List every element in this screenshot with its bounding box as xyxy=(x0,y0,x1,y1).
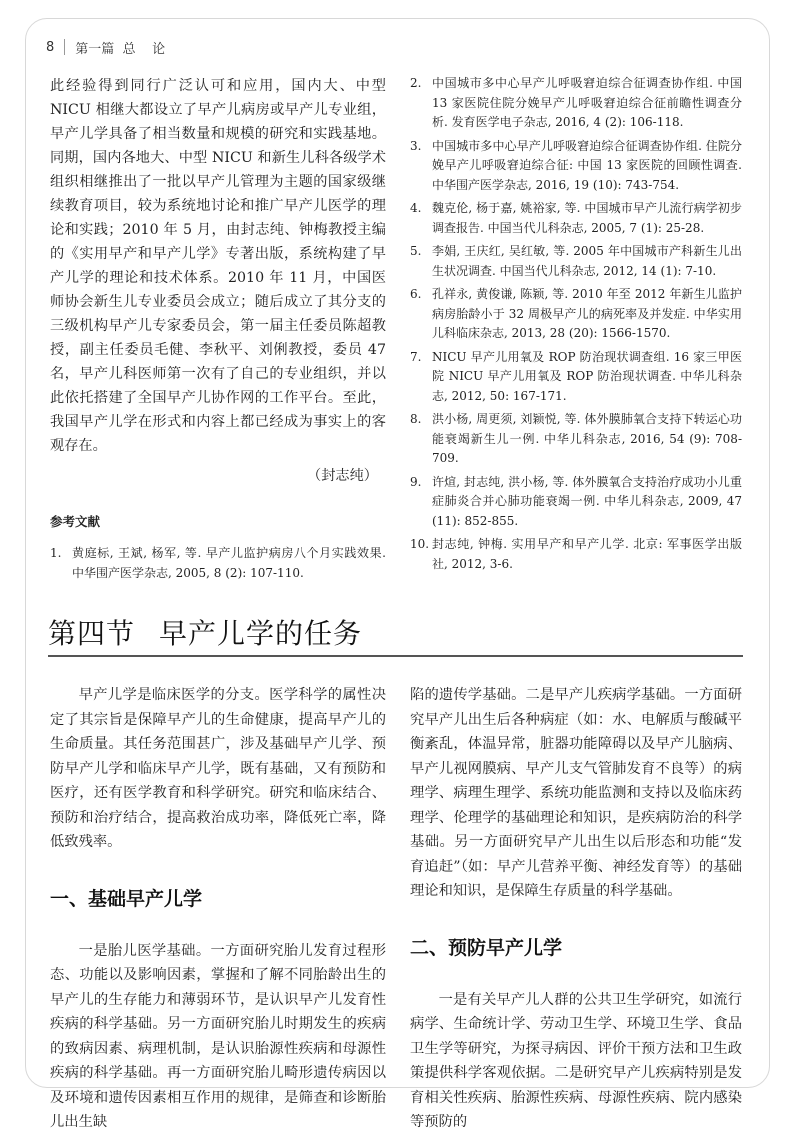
section-number: 第四节 xyxy=(48,617,136,650)
heading-prevention: 二、预防早产儿学 xyxy=(410,936,563,959)
reference-number: 6. xyxy=(410,287,422,301)
reference-item xyxy=(410,473,742,532)
author-signature: （封志纯） xyxy=(307,468,378,484)
reference-item xyxy=(410,137,742,196)
prevention-paragraph: 一是有关早产儿人群的公共卫生学研究，如流行病学、生命统计学、劳动卫生学、环境卫生学、食品卫生学等研究，为探寻病因、评价干预方法和卫生政策提供科学客观依据。二是研究早产儿疾病特别是发育相关性疾病、胎源性疾病、母源性疾病、院内感染等预防的 xyxy=(410,991,742,1130)
reference-item xyxy=(410,410,742,469)
references-list-right xyxy=(410,74,742,578)
reference-text: 中国城市多中心早产儿呼吸窘迫综合征调查协作组. 住院分娩早产儿呼吸窘迫综合征: 中国 13 家医院的回顾性调查. 中华围产医学杂志, 2016, 19 (10): 743-754. xyxy=(432,138,742,192)
section-rule xyxy=(48,655,743,657)
reference-item xyxy=(410,242,742,281)
bottom-left-column xyxy=(50,683,386,1135)
reference-number: 3. xyxy=(410,138,422,153)
bottom-right-column xyxy=(410,683,742,1135)
part-title: 第一篇 总 论 xyxy=(75,41,166,57)
heading-basic: 一、基础早产儿学 xyxy=(50,887,203,910)
reference-number: 1. xyxy=(50,546,62,560)
section-title xyxy=(48,612,362,652)
reference-item xyxy=(410,535,742,574)
reference-item xyxy=(410,74,742,133)
reference-item xyxy=(50,544,386,583)
reference-text: 中国城市多中心早产儿呼吸窘迫综合征调查协作组. 中国 13 家医院住院分娩早产儿呼吸窘迫综合征前瞻性调查分析. 发育医学电子杂志, 2016, 4 (2): 106-118. xyxy=(432,76,742,129)
running-header xyxy=(46,36,165,58)
top-left-column xyxy=(50,74,386,587)
reference-text: 封志纯, 钟梅. 实用早产和早产儿学. 北京: 军事医学出版社, 2012, 3-6. xyxy=(432,537,742,571)
section-heading: 早产儿学的任务 xyxy=(159,617,363,650)
page-number: 8 xyxy=(46,39,55,55)
reference-number: 10. xyxy=(410,537,430,551)
reference-number: 7. xyxy=(410,349,422,364)
reference-item xyxy=(410,285,742,344)
reference-text: 李娟, 王庆红, 吴红敏, 等. 2005 年中国城市产科新生儿出生状况调查. 中国当代儿科杂志, 2012, 14 (1): 7-10. xyxy=(432,244,742,278)
reference-item xyxy=(410,199,742,238)
reference-number: 9. xyxy=(410,474,422,489)
reference-number: 5. xyxy=(410,244,422,258)
reference-number: 8. xyxy=(410,412,422,426)
header-divider xyxy=(64,39,65,55)
reference-text: NICU 早产儿用氧及 ROP 防治现状调查组. 16 家三甲医院 NICU 早产儿用氧及 ROP 防治现状调查. 中华儿科杂志, 2012, 50: 167-171. xyxy=(432,349,742,403)
history-paragraph: 此经验得到同行广泛认可和应用，国内大、中型 NICU 相继大都设立了早产儿病房或早产儿专业组，早产儿学具备了相当数量和规模的研究和实践基地。同期，国内各地大、中型 NICU 和新生儿科各级学术组织相继推出了一批以早产儿管理为主题的国家级继续教育项目，较为系统地讨论和推广早产儿医学的理论和实践；2010 年 5 月，由封志纯、钟梅教授主编的《实用早产和早产儿学》专著出版，系统构建了早产儿学的理论和技术体系。2010 年 11 月，中国医师协会新生儿专业委员会成立；随后成立了其分支的三级机构早产儿专家委员会，第一届主任委员陈超教授，副主任委员毛健、李秋平、刘俐教授，委员 47 名，早产儿科医师第一次有了自己的专业组织，并以此依托搭建了全国早产儿协作网的工作平台。至此，我国早产儿学在形式和内容上都已经成为事实上的客观存在。 xyxy=(50,78,386,454)
basic-paragraph: 一是胎儿医学基础。一方面研究胎儿发育过程形态、功能以及影响因素，掌握和了解不同胎龄出生的早产儿的生存能力和薄弱环节，是认识早产儿发育性疾病的科学基础。另一方面研究胎儿时期发生的疾病的致病因素、病理机制，是认识胎源性疾病和母源性疾病的科学基础。再一方面研究胎儿畸形遗传病因以及环境和遗传因素相互作用的规律，是筛查和诊断胎儿出生缺 xyxy=(50,942,386,1130)
reference-text: 许煊, 封志纯, 洪小杨, 等. 体外膜氧合支持治疗成功小儿重症肺炎合并心肺功能衰竭一例. 中华儿科杂志, 2009, 47 (11): 852-855. xyxy=(432,474,742,528)
reference-number: 4. xyxy=(410,201,422,215)
reference-text: 洪小杨, 周更须, 刘颖悦, 等. 体外膜肺氧合支持下转运心功能衰竭新生儿一例. 中华儿科杂志, 2016, 54 (9): 708-709. xyxy=(432,412,742,465)
reference-number: 2. xyxy=(410,76,422,90)
reference-text: 魏克伦, 杨于嘉, 姚裕家, 等. 中国城市早产儿流行病学初步调查报告. 中国当代儿科杂志, 2005, 7 (1): 25-28. xyxy=(432,201,742,235)
references-heading: 参考文献 xyxy=(50,514,101,529)
intro-paragraph: 早产儿学是临床医学的分支。医学科学的属性决定了其宗旨是保障早产儿的生命健康，提高早产儿的生命质量。其任务范围甚广，涉及基础早产儿学、预防早产儿学和临床早产儿学，既有基础，又有预防和医疗，还有医学教育和科学研究。研究和临床结合、预防和治疗结合，提高救治成功率，降低死亡率，降低致残率。 xyxy=(50,687,386,850)
basic-paragraph-continued: 陷的遗传学基础。二是早产儿疾病学基础。一方面研究早产儿出生后各种病症（如：水、电解质与酸碱平衡紊乱，体温异常，脏器功能障碍以及早产儿脑病、早产儿视网膜病、早产儿支气管肺发育不良等）的病理学、病理生理学、系统功能监测和支持以及临床药理学、伦理学的基础理论和知识，是疾病防治的科学基础。另一方面研究早产儿出生以后形态和功能“发育追赶”（如：早产儿营养平衡、神经发育等）的基础理论和知识，是保障生存质量的科学基础。 xyxy=(410,687,742,899)
references-list-left xyxy=(50,544,386,583)
reference-text: 黄庭标, 王斌, 杨军, 等. 早产儿监护病房八个月实践效果. 中华围产医学杂志, 2005, 8 (2): 107-110. xyxy=(72,546,386,580)
reference-item xyxy=(410,348,742,407)
reference-text: 孔祥永, 黄俊谦, 陈颖, 等. 2010 年至 2012 年新生儿监护病房胎龄小于 32 周极早产儿的病死率及并发症. 中华实用儿科临床杂志, 2013, 28 (20): 1566-1570. xyxy=(432,287,742,340)
